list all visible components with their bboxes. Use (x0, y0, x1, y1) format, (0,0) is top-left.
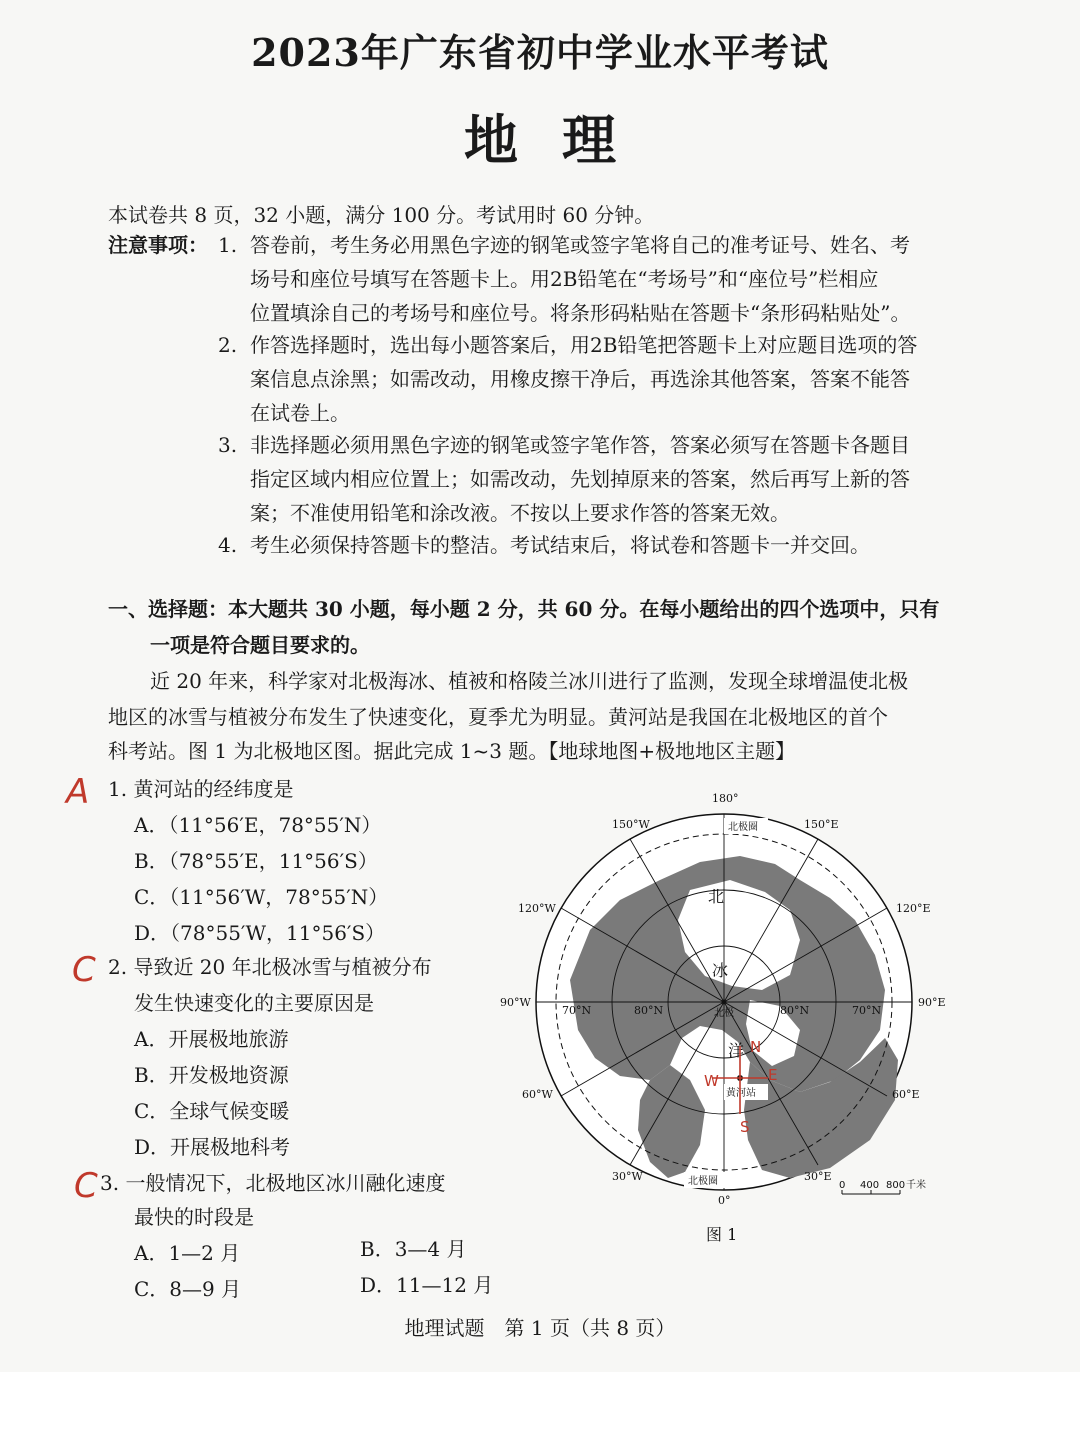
lon-label: 30°E (804, 1170, 832, 1183)
notice-line: 指定区域内相应位置上；如需改动，先划掉原来的答案，然后再写上新的答 (250, 467, 910, 491)
answer-option: A．（11°56′E，78°55′N） (134, 813, 382, 837)
lat-label: 80°N (634, 1004, 664, 1017)
passage-line: 科考站。图 1 为北极地区图。据此完成 1~3 题。【地球地图+极地地区主题】 (108, 739, 796, 763)
notice-number: 3. (218, 433, 238, 457)
bottom-margin (0, 1372, 1080, 1435)
answer-option: B．开发极地资源 (134, 1063, 289, 1087)
notice-line: 场号和座位号填写在答题卡上。用2B铅笔在“考场号”和“座位号”栏相应 (250, 267, 879, 291)
answer-option: D．开展极地科考 (134, 1135, 291, 1159)
lon-label: 30°W (612, 1170, 643, 1183)
exam-summary: 本试卷共 8 页，32 小题，满分 100 分。考试用时 60 分钟。 (108, 203, 655, 227)
lat-label: 80°N (780, 1004, 810, 1017)
lon-label: 150°W (612, 818, 650, 831)
question-stem: 1. 黄河站的经纬度是 (108, 777, 294, 801)
compass-s: S (740, 1118, 750, 1136)
lon-label: 180° (712, 792, 739, 805)
lon-label: 60°W (522, 1088, 553, 1101)
lon-label: 120°W (518, 902, 556, 915)
answer-option: A．1—2 月 (134, 1241, 241, 1265)
exam-title: 2023年广东省初中学业水平考试 (251, 30, 829, 75)
notice-line: 在试卷上。 (250, 401, 350, 425)
notice-line: 案信息点涂黑；如需改动，用橡皮擦干净后，再选涂其他答案，答案不能答 (250, 367, 910, 391)
subject-title: 地理 (464, 108, 660, 172)
lon-label: 60°E (892, 1088, 920, 1101)
answer-option: A．开展极地旅游 (134, 1027, 289, 1051)
lon-label: 120°E (896, 902, 931, 915)
handwritten-answer-mark: C (72, 950, 96, 990)
compass-n: N (750, 1038, 762, 1056)
answer-option: B．（78°55′E，11°56′S） (134, 849, 378, 873)
arctic-map (500, 780, 960, 1260)
lon-label: 0° (718, 1194, 731, 1207)
notice-line: 非选择题必须用黑色字迹的钢笔或签字笔作答，答案必须写在答题卡各题目 (250, 433, 910, 457)
scale-tick: 400 (860, 1180, 880, 1191)
station-label: 黄河站 (726, 1088, 756, 1099)
handwritten-answer-mark: A (66, 772, 90, 812)
section-heading-cont: 一项是符合题目要求的。 (150, 633, 370, 657)
scale-bar (839, 1178, 926, 1194)
notice-number: 4. (218, 533, 238, 557)
passage-line: 地区的冰雪与植被分布发生了快速变化，夏季尤为明显。黄河站是我国在北极地区的首个 (108, 705, 888, 729)
answer-option: C．全球气候变暖 (134, 1099, 290, 1123)
north-pole-dot (722, 1000, 727, 1005)
answer-option: D．11—12 月 (360, 1273, 494, 1297)
ocean-label: 冰 (712, 961, 729, 980)
question-stem: 2. 导致近 20 年北极冰雪与植被分布 (108, 955, 432, 979)
handwritten-answer-mark: C (74, 1166, 98, 1206)
compass-e: E (768, 1066, 778, 1084)
notice-line: 案；不准使用铅笔和涂改液。不按以上要求作答的答案无效。 (250, 501, 790, 525)
section-heading: 一、选择题：本大题共 30 小题，每小题 2 分，共 60 分。在每小题给出的四个选项中，只有 (108, 597, 940, 621)
answer-option: C．（11°56′W，78°55′N） (134, 885, 389, 909)
scale-unit: 千米 (906, 1180, 926, 1191)
answer-option: D．（78°55′W，11°56′S） (134, 921, 386, 945)
answer-option: C．8—9 月 (134, 1277, 242, 1301)
lat-label: 70°N (562, 1004, 592, 1017)
notice-number: 2. (218, 333, 238, 357)
notice-line: 答卷前，考生务必用黑色字迹的钢笔或签字笔将自己的准考证号、姓名、考 (250, 233, 910, 257)
notice-line: 作答选择题时，选出每小题答案后，用2B铅笔把答题卡上对应题目选项的答 (250, 333, 918, 357)
scale-tick: 800 (886, 1180, 906, 1191)
arctic-circle-label: 北极圈 (688, 1176, 718, 1187)
question-stem-cont: 最快的时段是 (134, 1205, 254, 1229)
page-footer: 地理试题 第 1 页（共 8 页） (404, 1316, 676, 1340)
north-pole-label: 北极 (714, 1008, 734, 1019)
lon-label: 90°W (500, 996, 531, 1009)
passage-line: 近 20 年来，科学家对北极海冰、植被和格陵兰冰川进行了监测，发现全球增温使北极 (150, 669, 909, 693)
lon-label: 90°E (918, 996, 946, 1009)
question-stem-cont: 发生快速变化的主要原因是 (134, 991, 374, 1015)
arctic-circle-label: 北极圈 (728, 822, 758, 833)
scale-tick: 0 (839, 1180, 846, 1191)
notice-number: 1. (218, 233, 238, 257)
notice-line: 考生必须保持答题卡的整洁。考试结束后，将试卷和答题卡一并交回。 (250, 533, 870, 557)
answer-option: B．3—4 月 (360, 1237, 467, 1261)
notice-line: 位置填涂自己的考场号和座位号。将条形码粘贴在答题卡“条形码粘贴处”。 (250, 301, 911, 325)
ocean-label: 北 (708, 887, 725, 906)
notice-label: 注意事项： (108, 233, 208, 257)
map-caption: 图 1 (706, 1225, 738, 1244)
compass-w: W (704, 1072, 719, 1090)
lon-label: 150°E (804, 818, 839, 831)
lat-label: 70°N (852, 1004, 882, 1017)
question-stem: 3. 一般情况下，北极地区冰川融化速度 (100, 1171, 446, 1195)
ocean-label: 洋 (728, 1041, 745, 1060)
